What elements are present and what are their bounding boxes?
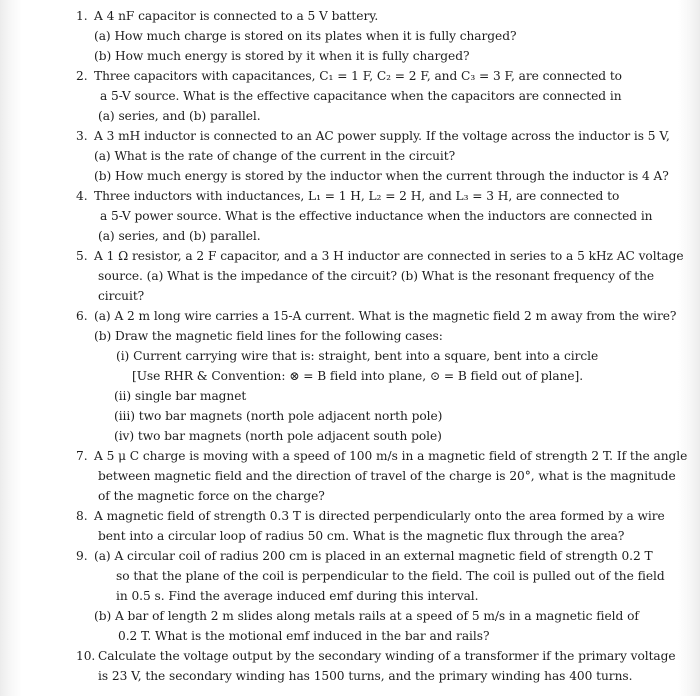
problem-6-line-1: 6. (a) A 2 m long wire carries a 15-A current. What is the magnetic field 2 m away from the wire? [76, 307, 676, 326]
problem-4-line-2: a 5-V power source. What is the effective inductance when the inductors are connected in [100, 209, 653, 223]
problem-9-line-4: (b) A bar of length 2 m slides along metals rails at a speed of 5 m/s in a magnetic field of [94, 609, 639, 623]
problem-6-line-6: (iii) two bar magnets (north pole adjacent north pole) [114, 409, 443, 423]
problem-9-line-2: so that the plane of the coil is perpendicular to the field. The coil is pulled out of the field [116, 569, 665, 583]
problem-10-number: 10. [76, 649, 96, 663]
problem-9-line-3: in 0.5 s. Find the average induced emf during this interval. [116, 589, 479, 603]
problem-7-number: 7. [76, 449, 88, 463]
problem-6-line-5: (ii) single bar magnet [114, 389, 247, 403]
problem-5-line-3: circuit? [98, 289, 145, 303]
problem-5-number: 5. [76, 249, 88, 263]
problem-2-line-2: a 5-V source. What is the effective capacitance when the capacitors are connected in [100, 89, 622, 103]
problem-3-line-2: (a) What is the rate of change of the current in the circuit? [94, 149, 456, 163]
problem-2-line-1: 2. Three capacitors with capacitances, C₁ = 1 F, C₂ = 2 F, and C₃ = 3 F, are connected to [76, 67, 622, 86]
problem-4-number: 4. [76, 189, 88, 203]
problem-8-line-1: 8. A magnetic field of strength 0.3 T is directed perpendicularly onto the area formed by a wire [76, 507, 665, 526]
problem-1-line-1: 1. A 4 nF capacitor is connected to a 5 V battery. [76, 7, 378, 26]
problem-2-number: 2. [76, 69, 88, 83]
problem-1-line-2: (a) How much charge is stored on its plates when it is fully charged? [94, 29, 517, 43]
problem-6-convention-note: [Use RHR & Convention: ⊗ = B field into plane, ⊙ = B field out of plane]. [132, 369, 584, 383]
problem-10-line-1: 10. Calculate the voltage output by the secondary winding of a transformer if the primary voltage [76, 647, 676, 666]
problem-5-line-2: source. (a) What is the impedance of the circuit? (b) What is the resonant frequency of the [98, 269, 655, 283]
problem-1-line-3: (b) How much energy is stored by it when it is fully charged? [94, 49, 470, 63]
problem-4-line-1: 4. Three inductors with inductances, L₁ = 1 H, L₂ = 2 H, and L₃ = 3 H, are connected to [76, 187, 619, 206]
problem-9-line-5: 0.2 T. What is the motional emf induced in the bar and rails? [118, 629, 490, 643]
problem-10-line-2: is 23 V, the secondary winding has 1500 turns, and the primary winding has 400 turns. [98, 669, 633, 683]
problem-4-line-3: (a) series, and (b) parallel. [98, 229, 261, 243]
problem-3-number: 3. [76, 129, 88, 143]
problem-1-number: 1. [76, 9, 88, 23]
problem-7-line-2: between magnetic field and the direction of travel of the charge is 20°, what is the magnitude [98, 469, 676, 483]
problem-5-line-1: 5. A 1 Ω resistor, a 2 F capacitor, and a 3 H inductor are connected in series to a 5 kHz AC voltage [76, 247, 684, 266]
problem-9-line-1: 9. (a) A circular coil of radius 200 cm is placed in an external magnetic field of strength 0.2 T [76, 547, 653, 566]
problem-8-line-2: bent into a circular loop of radius 50 cm. What is the magnetic flux through the area? [98, 529, 625, 543]
problem-3-line-3: (b) How much energy is stored by the inductor when the current through the inductor is 4 A? [94, 169, 669, 183]
problem-7-line-1: 7. A 5 μ C charge is moving with a speed of 100 m/s in a magnetic field of strength 2 T. If the angle [76, 447, 687, 466]
problem-6-line-7: (iv) two bar magnets (north pole adjacent south pole) [114, 429, 442, 443]
problem-6-line-2: (b) Draw the magnetic field lines for the following cases: [94, 329, 443, 343]
problem-6-number: 6. [76, 309, 88, 323]
problem-9-number: 9. [76, 549, 88, 563]
problem-2-line-3: (a) series, and (b) parallel. [98, 109, 261, 123]
problem-7-line-3: of the magnetic force on the charge? [98, 489, 325, 503]
problem-3-line-1: 3. A 3 mH inductor is connected to an AC power supply. If the voltage across the inductor is 5 V, [76, 127, 670, 146]
problem-8-number: 8. [76, 509, 88, 523]
problem-6-line-3: (i) Current carrying wire that is: straight, bent into a square, bent into a circle [116, 349, 599, 363]
